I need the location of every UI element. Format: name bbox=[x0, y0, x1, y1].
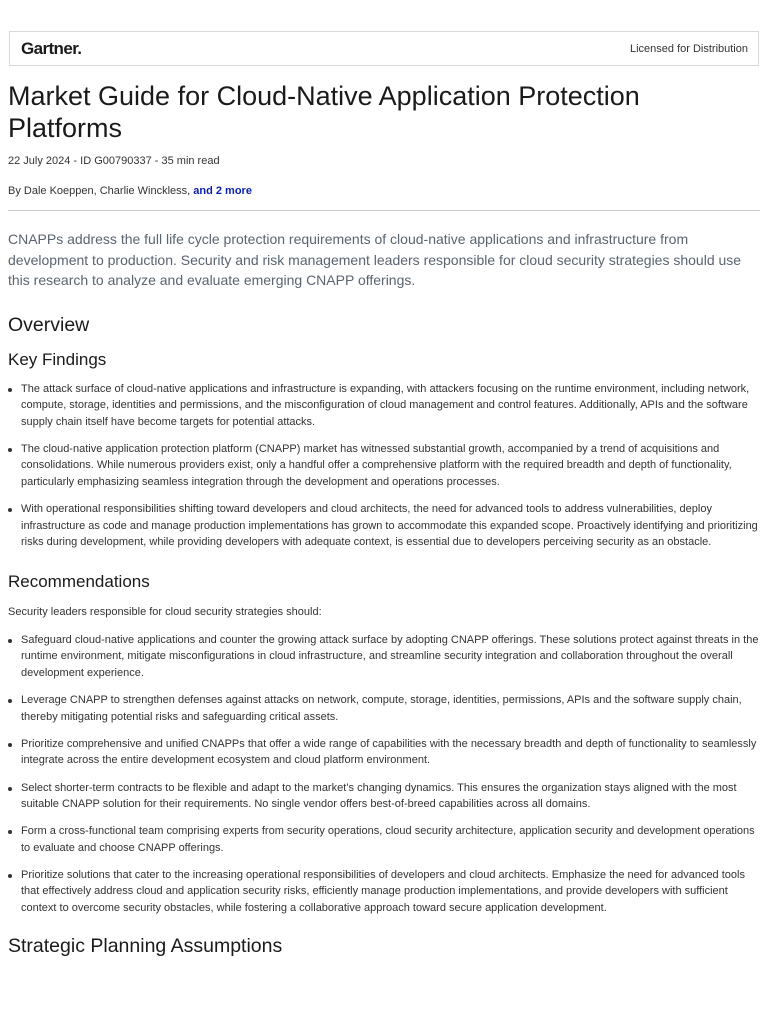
list-item bbox=[8, 823, 760, 856]
bullet-icon bbox=[8, 639, 12, 643]
list-item bbox=[8, 632, 760, 682]
list-item-text: Prioritize comprehensive and unified CNAPPs that offer a wide range of capabilities with the necessary breadth and depth of functionality to seamlessly integrate across the entire development ecosystem and cloud platform environment. bbox=[21, 737, 757, 767]
list-item bbox=[8, 736, 760, 769]
bullet-icon bbox=[8, 830, 12, 834]
list-item-text: Form a cross-functional team comprising experts from security operations, cloud security architecture, application security and development operations to evaluate and choose CNAPP offerings. bbox=[21, 825, 755, 854]
more-authors-link[interactable]: and 2 more bbox=[193, 185, 252, 197]
bullet-icon bbox=[8, 448, 12, 452]
article-summary: CNAPPs address the full life cycle protection requirements of cloud-native applications and infrastructure from development to production. Security and risk management leaders responsible for cloud security strategies should use this research to analyze and evaluate emerging CNAPP offerings. bbox=[8, 231, 742, 288]
list-item-text: Prioritize solutions that cater to the increasing operational responsibilities of developers and cloud architects. Emphasize the need for advanced tools that effectively address cloud and application security risks, efficiently manage production implementations, and provide developers with sufficient context to overcome security obstacles, while fostering a collaborative approach toward secure application development. bbox=[21, 868, 745, 915]
list-item-text: Leverage CNAPP to strengthen defenses against attacks on network, compute, storage, identities, permissions, APIs and the software supply chain, thereby mitigating potential risks and safeguarding critical assets. bbox=[21, 694, 742, 723]
key-findings-list bbox=[8, 381, 760, 551]
bullet-icon bbox=[8, 388, 12, 392]
list-item bbox=[8, 501, 760, 551]
list-item-text: Select shorter-term contracts to be flexible and adapt to the market’s changing dynamics. This ensures the organization stays aligned with the most suitable CNAPP solution for their requirements. No single vendor offers best-of-breed capabilities across all domains. bbox=[21, 781, 737, 811]
key-findings-heading: Key Findings bbox=[8, 349, 107, 369]
list-item bbox=[8, 692, 760, 725]
license-label: Licensed for Distribution bbox=[629, 42, 748, 55]
recommendations-list bbox=[8, 632, 760, 917]
article-meta: 22 July 2024 - ID G00790337 - 35 min read bbox=[8, 155, 220, 167]
list-item-text: With operational responsibilities shifting toward developers and cloud architects, the need for advanced tools to address vulnerabilities, deploy infrastructure as code and manage production implementations has grown to accommodate this expanded scope. Proactively identifying and prioritizing risks during development, while providing developers with adequate context, is essential due to developers perceiving security as an obstacle. bbox=[21, 503, 758, 549]
list-item bbox=[8, 381, 760, 431]
overview-heading: Overview bbox=[8, 313, 90, 336]
page-title: Market Guide for Cloud-Native Application Protection Platforms bbox=[8, 81, 640, 143]
byline bbox=[8, 184, 760, 198]
bullet-icon bbox=[8, 743, 12, 747]
list-item bbox=[8, 441, 760, 491]
list-item bbox=[8, 780, 760, 813]
recommendations-intro: Security leaders responsible for cloud security strategies should: bbox=[8, 605, 322, 618]
list-item-text: The cloud-native application protection platform (CNAPP) market has witnessed substantial growth, accompanied by a trend of acquisitions and consolidations. While numerous providers exist, only a handful offer a comprehensive platform with the required breadth and depth of functionality, particularly emphasizing seamless integration through the development and operations processes. bbox=[21, 442, 732, 488]
bullet-icon bbox=[8, 787, 12, 791]
gartner-logo[interactable]: Gartner. bbox=[21, 38, 82, 58]
bullet-icon bbox=[8, 508, 12, 512]
divider bbox=[8, 210, 760, 211]
bullet-icon bbox=[8, 874, 12, 878]
article bbox=[8, 80, 760, 958]
strategic-planning-heading: Strategic Planning Assumptions bbox=[8, 934, 283, 957]
recommendations-heading: Recommendations bbox=[8, 571, 150, 591]
list-item-text: Safeguard cloud-native applications and counter the growing attack surface by adopting CNAPP offerings. These solutions protect against threats in the runtime environment, mitigate misconfigurations in cloud infrastructure, and streamline security integration and collaboration throughout the overall development experience. bbox=[21, 633, 759, 680]
list-item-text: The attack surface of cloud-native applications and infrastructure is expanding, with attackers focusing on the runtime environment, including network, compute, storage, identities and permissions, and the misconfiguration of cloud management and control features. Additionally, APIs and the software supply chain itself have become targets for potential attacks. bbox=[21, 382, 750, 428]
byline-authors: By Dale Koeppen, Charlie Winckless, bbox=[8, 185, 194, 197]
list-item bbox=[8, 867, 760, 917]
bullet-icon bbox=[8, 699, 12, 703]
header-bar bbox=[9, 31, 759, 66]
